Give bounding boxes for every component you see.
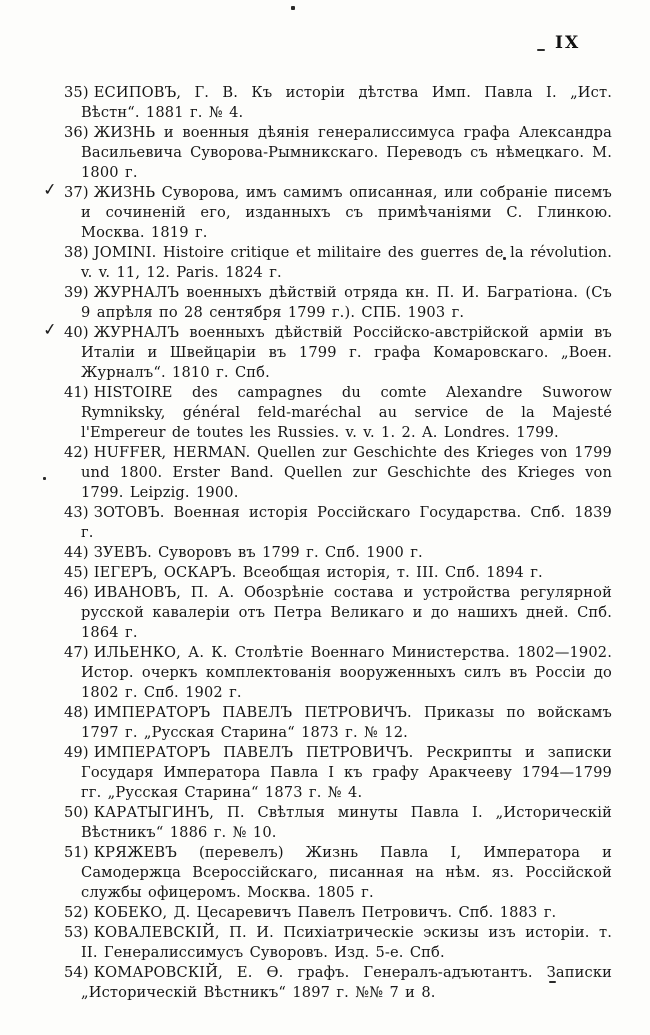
handwritten-checkmark-icon: ✓ xyxy=(41,319,59,341)
entry-number: 37) xyxy=(64,184,89,201)
entry-text: КРЯЖЕВЪ (перевелъ) Жизнь Павла I, Императора и Самодержца Всероссійскаго, писанная на нѣм. яз. Россійской службы офицеромъ. Москва. 1805 г. xyxy=(81,844,612,901)
entry-text: КОМАРОВСКІЙ, Е. Ѳ. графъ. Генералъ-адъютантъ. Записки „Историческій Вѣстникъ“ 1897 г. №№ 7 и 8. xyxy=(81,964,612,1001)
entry-number: 49) xyxy=(64,744,89,761)
bibliography-entry-38 xyxy=(64,243,612,283)
entry-number: 53) xyxy=(64,924,89,941)
bibliography-entry-49 xyxy=(64,743,612,803)
entry-text: КОВАЛЕВСКІЙ, П. И. Психіатрическіе эскизы изъ исторіи. т. II. Генералиссимусъ Суворовъ. Изд. 5-е. Спб. xyxy=(81,924,612,961)
entry-number: 36) xyxy=(64,124,89,141)
bibliography-list xyxy=(41,83,612,1003)
entry-number: 54) xyxy=(64,964,89,981)
entry-number: 48) xyxy=(64,704,89,721)
entry-text: ІЕГЕРЪ, ОСКАРЪ. Всеобщая исторія, т. III. Спб. 1894 г. xyxy=(93,564,543,581)
handwritten-checkmark-icon: ✓ xyxy=(41,179,59,201)
entry-number: 38) xyxy=(64,244,89,261)
entry-text: КАРАТЫГИНЪ, П. Свѣтлыя минуты Павла I. „Историческій Вѣстникъ“ 1886 г. № 10. xyxy=(81,804,612,841)
entry-text: HISTOIRE des campagnes du comte Alexandre Suworow Rymniksky, général feld-maréchal au service de la Majesté l'Empereur de toutes les Russies. v. v. 1. 2. A. Londres. 1799. xyxy=(81,384,612,441)
bibliography-entry-53 xyxy=(64,923,612,963)
bibliography-entry-54 xyxy=(64,963,612,1003)
entry-number: 46) xyxy=(64,584,89,601)
page-number: IX xyxy=(555,33,581,53)
entry-text: ЖИЗНЬ Суворова, имъ самимъ описанная, или собраніе писемъ и сочиненій его, изданныхъ съ примѣчаніями С. Глинкою. Москва. 1819 г. xyxy=(81,184,612,241)
entry-text: ИЛЬЕНКО, А. К. Столѣтіе Военнаго Министерства. 1802—1902. Истор. очеркъ комплектованія вооруженныхъ силъ въ Россіи до 1802 г. Спб. 1902 г. xyxy=(81,644,612,701)
bibliography-entry-51 xyxy=(64,843,612,903)
entry-number: 39) xyxy=(64,284,89,301)
entry-number: 52) xyxy=(64,904,89,921)
entry-number: 50) xyxy=(64,804,89,821)
entry-number: 45) xyxy=(64,564,89,581)
bibliography-entry-42 xyxy=(64,443,612,503)
scan-artifact xyxy=(43,477,46,480)
entry-text: КОБЕКО, Д. Цесаревичъ Павелъ Петровичъ. Спб. 1883 г. xyxy=(93,904,557,921)
bibliography-entry-36 xyxy=(64,123,612,183)
bibliography-entry-43 xyxy=(64,503,612,543)
entry-number: 41) xyxy=(64,384,89,401)
entry-number: 40) xyxy=(64,324,89,341)
entry-text: JOMINI. Histoire critique et militaire des guerres de la révolution. v. v. 11, 12. Paris. 1824 г. xyxy=(81,244,612,281)
entry-text: ЗОТОВЪ. Военная исторія Россійскаго Государства. Спб. 1839 г. xyxy=(81,504,612,541)
bibliography-entry-44 xyxy=(64,543,612,563)
entry-text: HUFFER, HERMAN. Quellen zur Geschichte des Krieges von 1799 und 1800. Erster Band. Quellen zur Geschichte des Krieges von 1799. Leipzig. 1900. xyxy=(81,444,612,501)
bibliography-entry-47 xyxy=(64,643,612,703)
bibliography-entry-39 xyxy=(64,283,612,323)
entry-text: ИМПЕРАТОРЪ ПАВЕЛЪ ПЕТРОВИЧЪ. Рескрипты и записки Государя Императора Павла I къ графу Аракчееву 1794—1799 гг. „Русская Старина“ 1873 г. № 4. xyxy=(81,744,612,801)
bibliography-entry-35 xyxy=(64,83,612,123)
entry-number: 47) xyxy=(64,644,89,661)
bibliography-entry-50 xyxy=(64,803,612,843)
entry-text: ЗУЕВЪ. Суворовъ въ 1799 г. Спб. 1900 г. xyxy=(93,544,423,561)
bibliography-entry-48 xyxy=(64,703,612,743)
entry-number: 35) xyxy=(64,84,89,101)
bibliography-entry-52 xyxy=(64,903,612,923)
entry-text: ИМПЕРАТОРЪ ПАВЕЛЪ ПЕТРОВИЧЪ. Приказы по войскамъ 1797 г. „Русская Старина“ 1873 г. № 12. xyxy=(81,704,612,741)
bibliography-entry-46 xyxy=(64,583,612,643)
entry-text: ИВАНОВЪ, П. А. Обозрѣніе состава и устройства регулярной русской кавалеріи отъ Петра Великаго и до нашихъ дней. Спб. 1864 г. xyxy=(81,584,612,641)
bibliography-entry-41 xyxy=(64,383,612,443)
entry-text: ЖИЗНЬ и военныя дѣянія генералиссимуса графа Александра Васильевича Суворова-Рымникскаго. Переводъ съ нѣмецкаго. М. 1800 г. xyxy=(81,124,612,181)
bibliography-entry-40 xyxy=(41,319,612,383)
bibliography-entry-37 xyxy=(41,179,612,243)
entry-number: 42) xyxy=(64,444,89,461)
entry-text: ЖУРНАЛЪ военныхъ дѣйствій Россійско-австрійской арміи въ Италіи и Швейцаріи въ 1799 г. графа Комаровскаго. „Воен. Журналъ“. 1810 г. Спб. xyxy=(81,324,612,381)
entry-number: 43) xyxy=(64,504,89,521)
scan-artifact xyxy=(291,6,295,10)
entry-text: ЖУРНАЛЪ военныхъ дѣйствій отряда кн. П. И. Багратіона. (Съ 9 апрѣля по 28 сентября 1799 г.). СПБ. 1903 г. xyxy=(81,284,612,321)
entry-number: 51) xyxy=(64,844,89,861)
entry-number: 44) xyxy=(64,544,89,561)
bibliography-entry-45 xyxy=(64,563,612,583)
entry-text: ЕСИПОВЪ, Г. В. Къ исторіи дѣтства Имп. Павла I. „Ист. Вѣстн“. 1881 г. № 4. xyxy=(81,84,612,121)
scan-artifact xyxy=(537,49,545,51)
